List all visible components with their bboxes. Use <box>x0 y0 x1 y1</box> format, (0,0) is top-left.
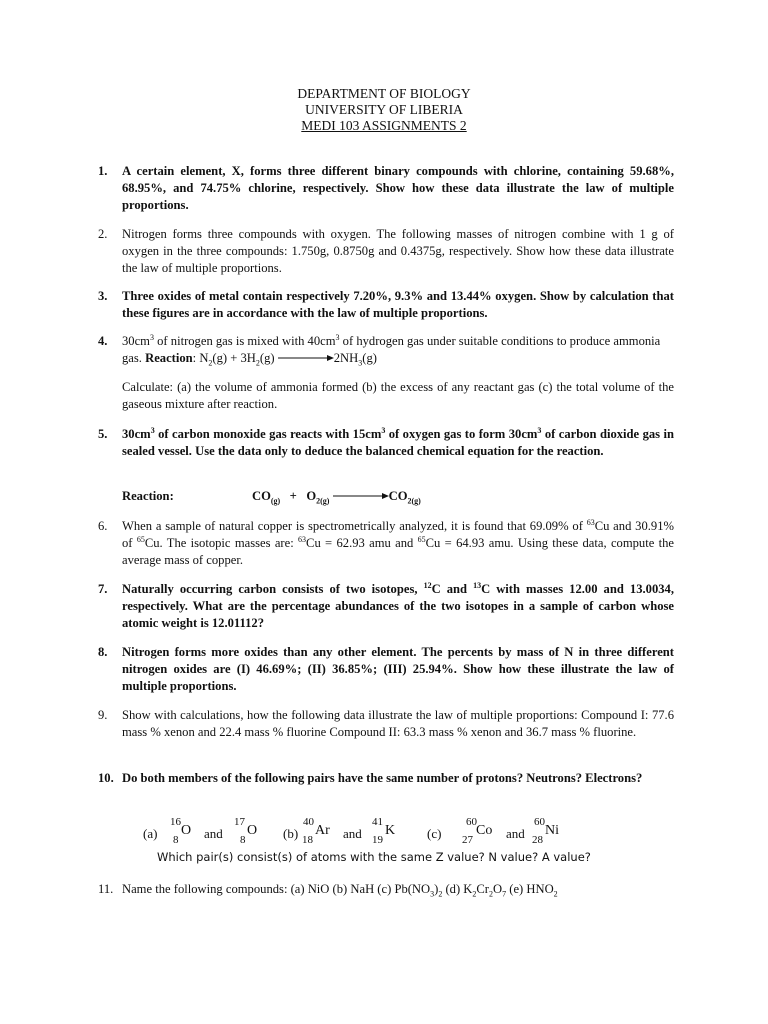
question-10 <box>98 770 674 787</box>
reaction-arrow-icon <box>278 354 334 362</box>
question-text: Name the following compounds: (a) NiO (b) NaH (c) $Pb(NO_3)_2$ (d) $K_2Cr_2O_7$ (e) $HNO_2$ <box>122 882 558 899</box>
question-2 <box>98 226 674 278</box>
question-number: 7. <box>98 582 108 596</box>
reaction-label: Reaction: <box>122 489 174 503</box>
reaction-equation: $CO_{(g)}$ + $O_{2(g)}$ $CO_{2(g)}$ <box>252 489 421 506</box>
reaction-arrow-icon <box>333 492 389 500</box>
question-5-reaction <box>98 488 674 506</box>
question-4-calculate <box>98 379 674 413</box>
question-text: Calculate: (a) the volume of ammonia formed (b) the excess of any reactant gas (c) the total volume of the gaseous mixture after reaction. <box>122 380 674 412</box>
pair-label-c: (c) <box>427 826 442 841</box>
reaction-label: Reaction <box>145 351 193 366</box>
question-text: $30cm^3$ of nitrogen gas is mixed with $40cm^3$ of hydrogen gas under suitable conditions to produce ammonia gas. Reaction: $N_2(g) + 3H_2(g)$ $2NH_3(g)$ <box>122 332 661 368</box>
question-6 <box>98 518 674 570</box>
question-number: 5. <box>98 427 108 441</box>
question-number: 8. <box>98 645 108 659</box>
question-5 <box>98 426 674 460</box>
and-word: and <box>204 826 223 841</box>
question-number: 6. <box>98 519 108 533</box>
question-text: A certain element, X, forms three different binary compounds with chlorine, containing 59.68%, 68.95%, and 74.75% chlorine, respectively. Show how these data illustrate the law of multiple proportions. <box>122 164 674 213</box>
isotope-follow-up: Which pair(s) consist(s) of atoms with the same Z value? N value? A value? <box>157 850 591 864</box>
and-word: and <box>343 826 362 841</box>
question-7 <box>98 581 674 633</box>
and-word: and <box>506 826 525 841</box>
question-text: Naturally occurring carbon consists of two isotopes, $^{12}$C and $^{13}$C with masses 12.00 and 13.0034, respectively. What are the percentage abundances of the two isotopes in a sample of carbon whose atomic weight is 12.01112? <box>122 580 674 631</box>
university-title: UNIVERSITY OF LIBERIA <box>305 102 463 117</box>
question-1 <box>98 163 674 215</box>
question-8 <box>98 644 674 696</box>
question-number: 4. <box>98 334 108 348</box>
pair-label-b: (b) <box>283 826 299 841</box>
question-number: 11. <box>98 882 114 896</box>
department-title: DEPARTMENT OF BIOLOGY <box>297 86 471 101</box>
question-text: Nitrogen forms three compounds with oxygen. The following masses of nitrogen combine with 1 g of oxygen in the three compounds: 1.750g, 0.8750g and 0.4375g, respectively. Show how these data illustrate the law of multiple proportions. <box>122 227 674 276</box>
document-header <box>0 86 768 134</box>
question-number: 3. <box>98 289 108 303</box>
question-number: 1. <box>98 164 108 178</box>
question-text: $30cm^3$ of carbon monoxide gas reacts with $15cm^3$ of oxygen gas to form $30cm^3$ of carbon dioxide gas in sealed vessel. Use the data only to deduce the balanced chemical equation for the reaction. <box>122 425 675 459</box>
question-number: 10. <box>98 771 114 785</box>
question-9 <box>98 707 674 741</box>
question-text: Nitrogen forms more oxides than any other element. The percents by mass of N in three different nitrogen oxides are (I) 46.69%; (II) 36.85%; (III) 25.94%. Show how these illustrate the law of multiple proportions. <box>122 645 674 694</box>
question-text: Show with calculations, how the following data illustrate the law of multiple proportions: Compound I: 77.6 mass % xenon and 22.4 mass % fluorine Compound II: 63.3 mass % xenon and 36.7 mass % fluorine. <box>122 708 674 740</box>
question-3 <box>98 288 674 322</box>
question-4 <box>98 333 674 367</box>
question-text: Do both members of the following pairs have the same number of protons? Neutrons? Electrons? <box>122 771 643 785</box>
question-11 <box>98 881 674 898</box>
course-title: MEDI 103 ASSIGNMENTS 2 <box>301 118 467 133</box>
question-number: 2. <box>98 227 108 241</box>
pair-label-a: (a) <box>143 826 158 841</box>
question-text: Three oxides of metal contain respectively 7.20%, 9.3% and 13.44% oxygen. Show by calculation that these figures are in accordance with the law of multiple proportions. <box>122 289 674 321</box>
question-number: 9. <box>98 708 108 722</box>
question-text: When a sample of natural copper is spectrometrically analyzed, it is found that 69.09% of $^{63}$Cu and 30.91% of $^{65}$Cu. The isotopic masses are: $^{63}$Cu = 62.93 amu and $^{65}$Cu = 64.93 amu. Using these data, compute the average mass of copper. <box>122 517 675 568</box>
